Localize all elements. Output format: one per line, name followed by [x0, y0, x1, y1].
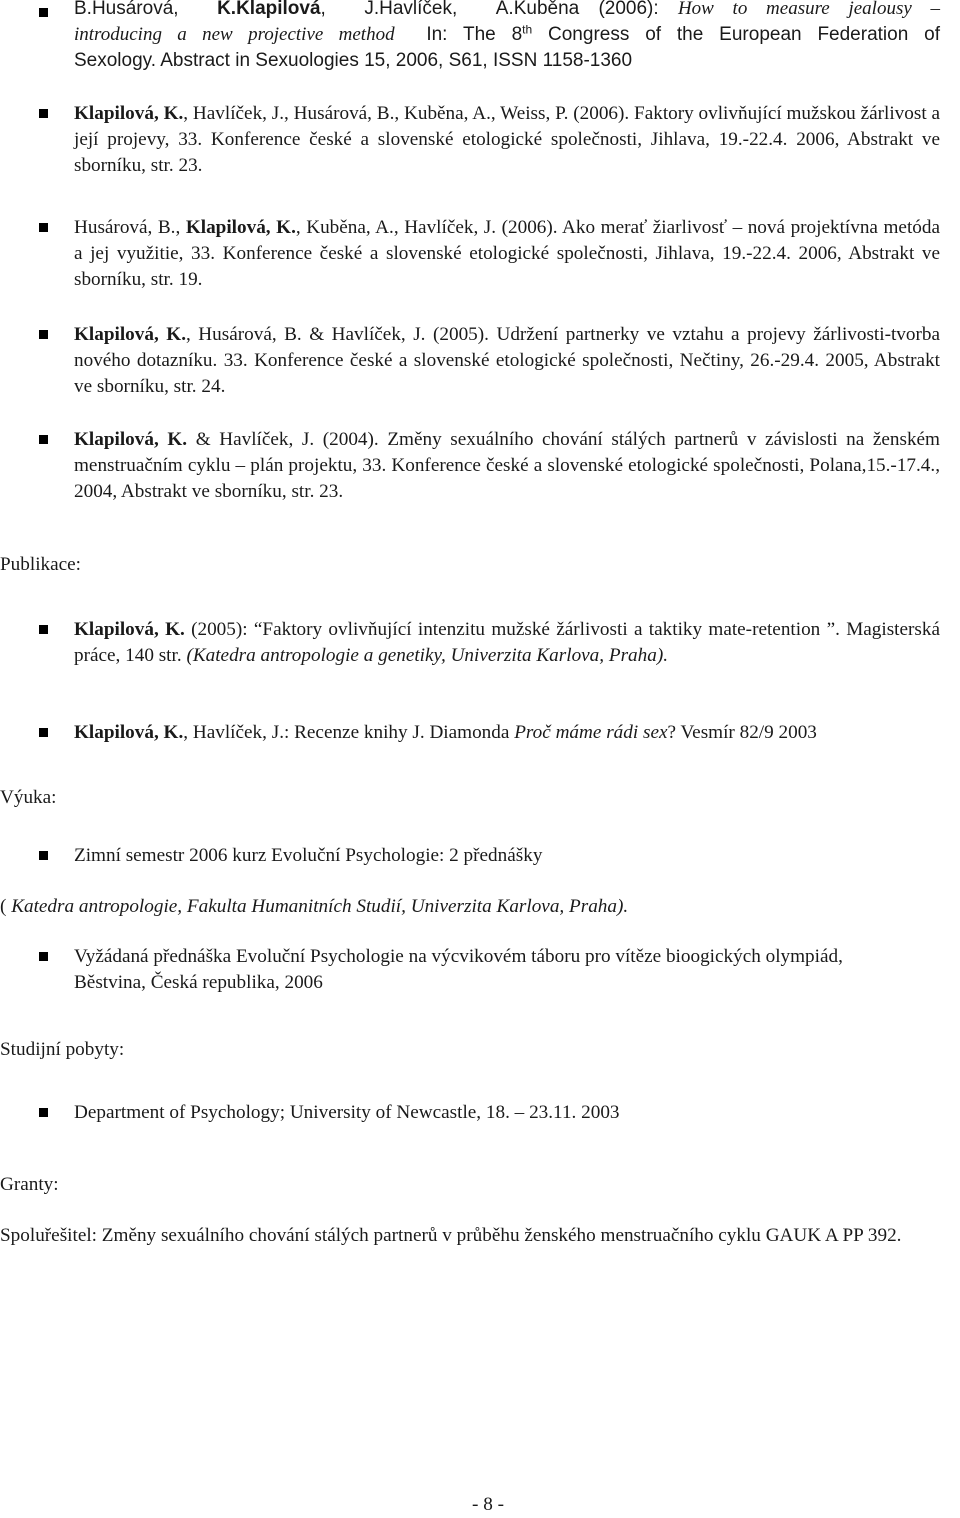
teaching-note: ( Katedra antropologie, Fakulta Humanitních Studií, Univerzita Karlova, Praha). [0, 896, 629, 917]
bullet-icon [39, 1108, 48, 1117]
author-bold: Klapilová, K. [74, 429, 188, 450]
author-bold: Klapilová, K. [74, 103, 184, 124]
author-bold: Klapilová, K. [74, 619, 185, 640]
section-heading-studijni-pobyty: Studijní pobyty: [0, 1039, 125, 1060]
section-heading-publikace: Publikace: [0, 554, 81, 575]
bullet-icon [39, 728, 48, 737]
section-heading-granty: Granty: [0, 1174, 59, 1195]
bullet-icon [39, 8, 48, 17]
bullet-icon [39, 952, 48, 961]
author-bold: Klapilová, K. [74, 324, 186, 345]
bullet-icon [39, 851, 48, 860]
section-heading-vyuka: Výuka: [0, 787, 57, 808]
entry-line: introducing a new projective method In: The 8th Congress of the European Federation of [74, 22, 940, 45]
bullet-icon [39, 109, 48, 118]
page-number: - 8 - [472, 1494, 504, 1515]
bullet-icon [39, 625, 48, 634]
entry-line: B.Husárová, K.Klapilová, J.Havlíček, A.Kuběna (2006): How to measure jealousy – [74, 0, 940, 19]
author-bold: Klapilová, K. [74, 722, 184, 743]
entry-line: Sexology. Abstract in Sexuologies 15, 2006, S61, ISSN 1158-1360 [74, 50, 633, 71]
document-page: B.Husárová, K.Klapilová, J.Havlíček, A.Kuběna (2006): How to measure jealousy – introducing a new projective method In: The 8th Congress of the European Federation of Sexology. Abstract in Sexuologies 15, 2006, S61, ISSN 1158-1360 Klapilová, K., Havlíček, J., Husárová, B., Kuběna, A., Weiss, P. (2006). Faktory ovlivňující mužskou žárlivost a její projevy, 33. Konference české a slovenské etologické společnosti, Jihlava, 19.-22.4. 2006, Abstrakt ve sborníku, str. 23. Husárová, B., Klapilová, K., Kuběna, A., Havlíček, J. (2006). Ako merať žiarlivosť – nová projektívna metóda a jej využitie, 33. Konference české a slovenské etologické společnosti, Jihlava, 19.-22.4. 2006, Abstrakt ve sborníku, str. 19. Klapilová, K., Husárová, B. & Havlíček, J. (2005). Udržení partnerky ve vztahu a projevy žárlivosti-tvorba nového dotazníku. 33. Konference české a slovenské etologické společnosti, Nečtiny, 26.-29.4. 2005, Abstrakt ve sborníku, str. 24. Klapilová, K. & Havlíček, J. (2004). Změny sexuálního chování stálých partnerů v závislosti na ženském menstruačním cyklu – plán projektu, 33. Konference české a slovenské etologické společnosti, Polana,15.-17.4., 2004, Abstrakt ve sborníku, str. 23. Publikace: Klapilová, K. (2005): “Faktory ovlivňující intenzitu mužské žárlivosti a taktiky mate-retention ”. Magisterská práce, 140 str. (Katedra antropologie a genetiky, Univerzita Karlova, Praha). Klapilová, K., Havlíček, J.: Recenze knihy J. Diamonda Proč máme rádi sex? Vesmír 82/9 2003 Výuka: Zimní semestr 2006 kurz Evoluční Psychologie: 2 přednášky ( Katedra antropologie, Fakulta Humanitních Studií, Univerzita Karlova, Praha). Vyžádaná přednáška Evoluční Psychologie na výcvikovém táboru pro vítěze bioogických olympiád, Běstvina, Česká republika, 2006 Studijní pobyty: Department of Psychology; University of Newcastle, 18. – 23.11. 2003 Granty: Spoluřešitel: Změny sexuálního chování stálých partnerů v průběhu ženského menstruačního cyklu GAUK A PP 392. - 8 - [0, 0, 960, 1518]
author-bold: Klapilová, K. [185, 217, 296, 238]
grant-text: Spoluřešitel: Změny sexuálního chování stálých partnerů v průběhu ženského menstruačního cyklu GAUK A PP 392. [0, 1225, 902, 1246]
bullet-icon [39, 435, 48, 444]
bullet-icon [39, 223, 48, 232]
bullet-icon [39, 330, 48, 339]
